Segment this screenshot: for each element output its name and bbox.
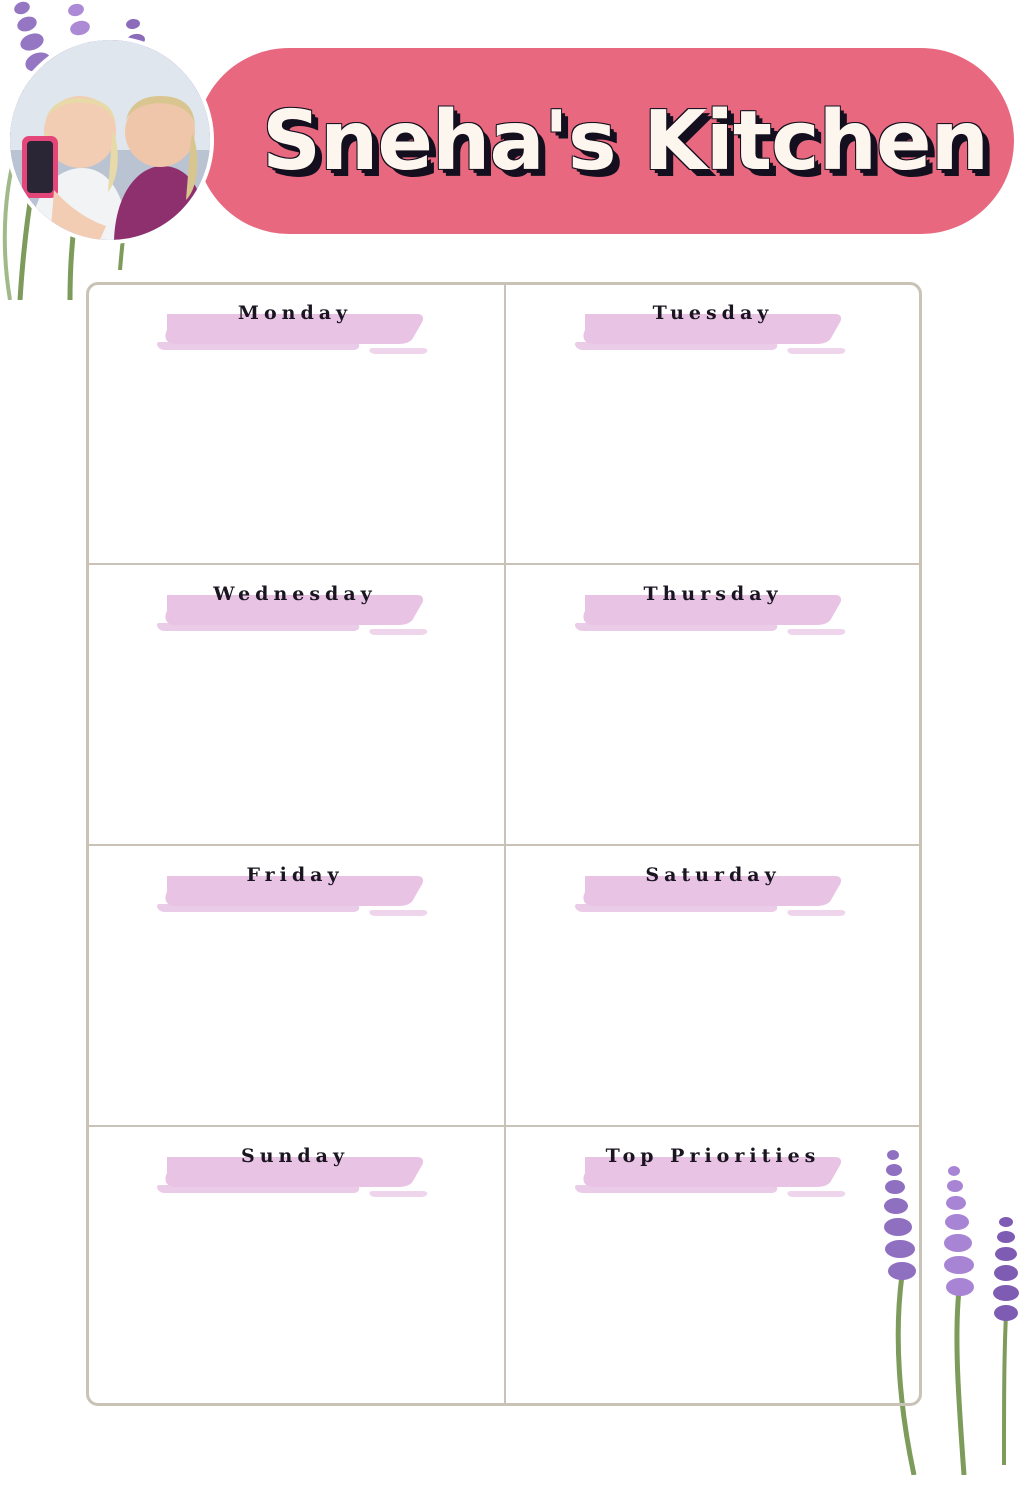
planner-cell-sunday[interactable]	[86, 1125, 504, 1406]
planner-cell-saturday[interactable]	[504, 844, 922, 1125]
day-label: Top Priorities	[605, 1145, 821, 1167]
planner-cell-content[interactable]	[504, 643, 922, 843]
header-banner	[196, 48, 1014, 234]
planner-cell-wednesday[interactable]	[86, 563, 504, 844]
planner-cell-content[interactable]	[504, 1205, 922, 1405]
planner-cell-content[interactable]	[504, 924, 922, 1124]
day-label: Tuesday	[652, 302, 774, 324]
planner-cell-content[interactable]	[504, 362, 922, 562]
avatar	[6, 36, 214, 244]
day-label: Monday	[237, 302, 353, 324]
planner-cell-content[interactable]	[86, 362, 504, 562]
day-label: Wednesday	[213, 583, 377, 605]
planner-cell-content[interactable]	[86, 924, 504, 1124]
planner-cell-friday[interactable]	[86, 844, 504, 1125]
planner-cell-content[interactable]	[86, 643, 504, 843]
planner-cell-monday[interactable]	[86, 282, 504, 563]
planner-cell-thursday[interactable]	[504, 563, 922, 844]
day-label: Sunday	[241, 1145, 349, 1167]
planner-cell-top-priorities[interactable]	[504, 1125, 922, 1406]
day-label: Friday	[246, 864, 344, 886]
page-title: Sneha's Kitchen	[261, 93, 989, 189]
planner-cell-content[interactable]	[86, 1205, 504, 1405]
planner-cell-tuesday[interactable]	[504, 282, 922, 563]
day-label: Thursday	[643, 583, 783, 605]
day-label: Saturday	[645, 864, 781, 886]
weekly-planner-grid	[86, 282, 922, 1406]
